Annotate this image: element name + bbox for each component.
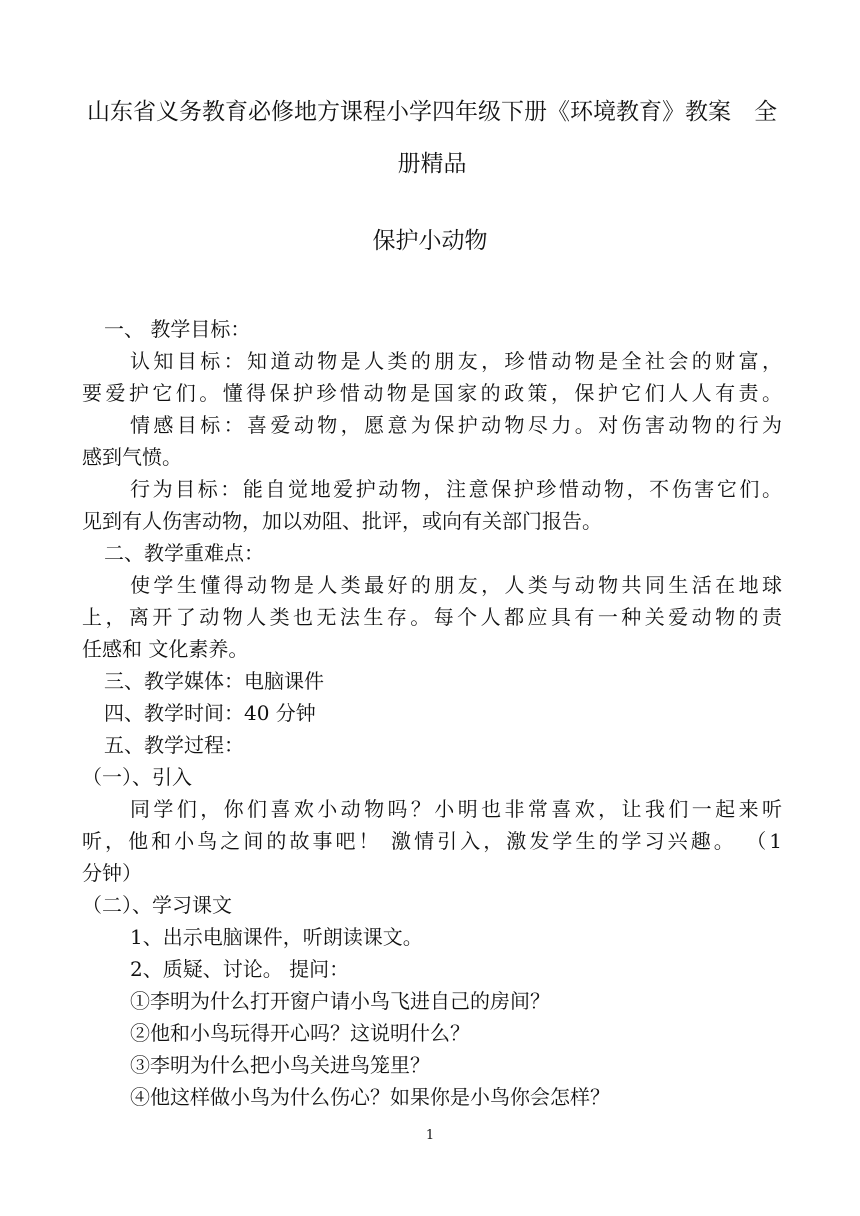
section-heading-key-points: 二、教学重难点：: [104, 541, 264, 565]
paragraph-line: 分钟）: [82, 861, 142, 885]
list-item: 2、质疑、讨论。 提问：: [130, 957, 350, 981]
section-heading-media: 三、教学媒体：电脑课件: [104, 669, 324, 693]
subsection-heading-study: （二）、学习课文: [82, 893, 232, 917]
paragraph-line: 听，他和小鸟之间的故事吧！ 激情引入，激发学生的学习兴趣。 （1: [82, 829, 782, 853]
paragraph-line: 同学们，你们喜欢小动物吗？小明也非常喜欢，让我们一起来听: [130, 797, 782, 821]
paragraph-line: 情感目标：喜爱动物，愿意为保护动物尽力。对伤害动物的行为: [130, 413, 782, 437]
section-heading-process: 五、教学过程：: [104, 733, 244, 757]
paragraph-line: 任感和 文化素养。: [82, 637, 249, 661]
lesson-title: 保护小动物: [372, 228, 488, 254]
paragraph-line: 见到有人伤害动物，加以劝阻、批评，或向有关部门报告。: [82, 509, 602, 533]
question-item: ①李明为什么打开窗户请小鸟飞进自己的房间？: [130, 989, 550, 1013]
subsection-heading-intro: （一）、引入: [82, 765, 192, 789]
paragraph-line: 感到气愤。: [82, 445, 182, 469]
list-item: 1、出示电脑课件，听朗读课文。: [130, 925, 423, 949]
section-heading-objectives: 一、 教学目标：: [104, 317, 251, 341]
document-body: [82, 313, 782, 1113]
paragraph-line: 认知目标：知道动物是人类的朋友，珍惜动物是全社会的财富，: [130, 349, 782, 373]
question-item: ②他和小鸟玩得开心吗？这说明什么？: [130, 1021, 470, 1045]
paragraph-line: 上，离开了动物人类也无法生存。每个人都应具有一种关爱动物的责: [82, 605, 782, 629]
paragraph-line: 行为目标：能自觉地爱护动物，注意保护珍惜动物，不伤害它们。: [130, 477, 782, 501]
question-item: ③李明为什么把小鸟关进鸟笼里？: [130, 1053, 430, 1077]
paragraph-line: 要爱护它们。懂得保护珍惜动物是国家的政策，保护它们人人有责。: [82, 381, 782, 405]
question-item: ④他这样做小鸟为什么伤心？如果你是小鸟你会怎样？: [130, 1085, 610, 1109]
paragraph-line: 使学生懂得动物是人类最好的朋友，人类与动物共同生活在地球: [130, 573, 782, 597]
section-heading-time: 四、教学时间：40 分钟: [104, 701, 316, 725]
page-number: 1: [425, 1128, 435, 1143]
document-title: 山东省义务教育必修地方课程小学四年级下册《环境教育》教案 全册精品: [87, 99, 777, 177]
